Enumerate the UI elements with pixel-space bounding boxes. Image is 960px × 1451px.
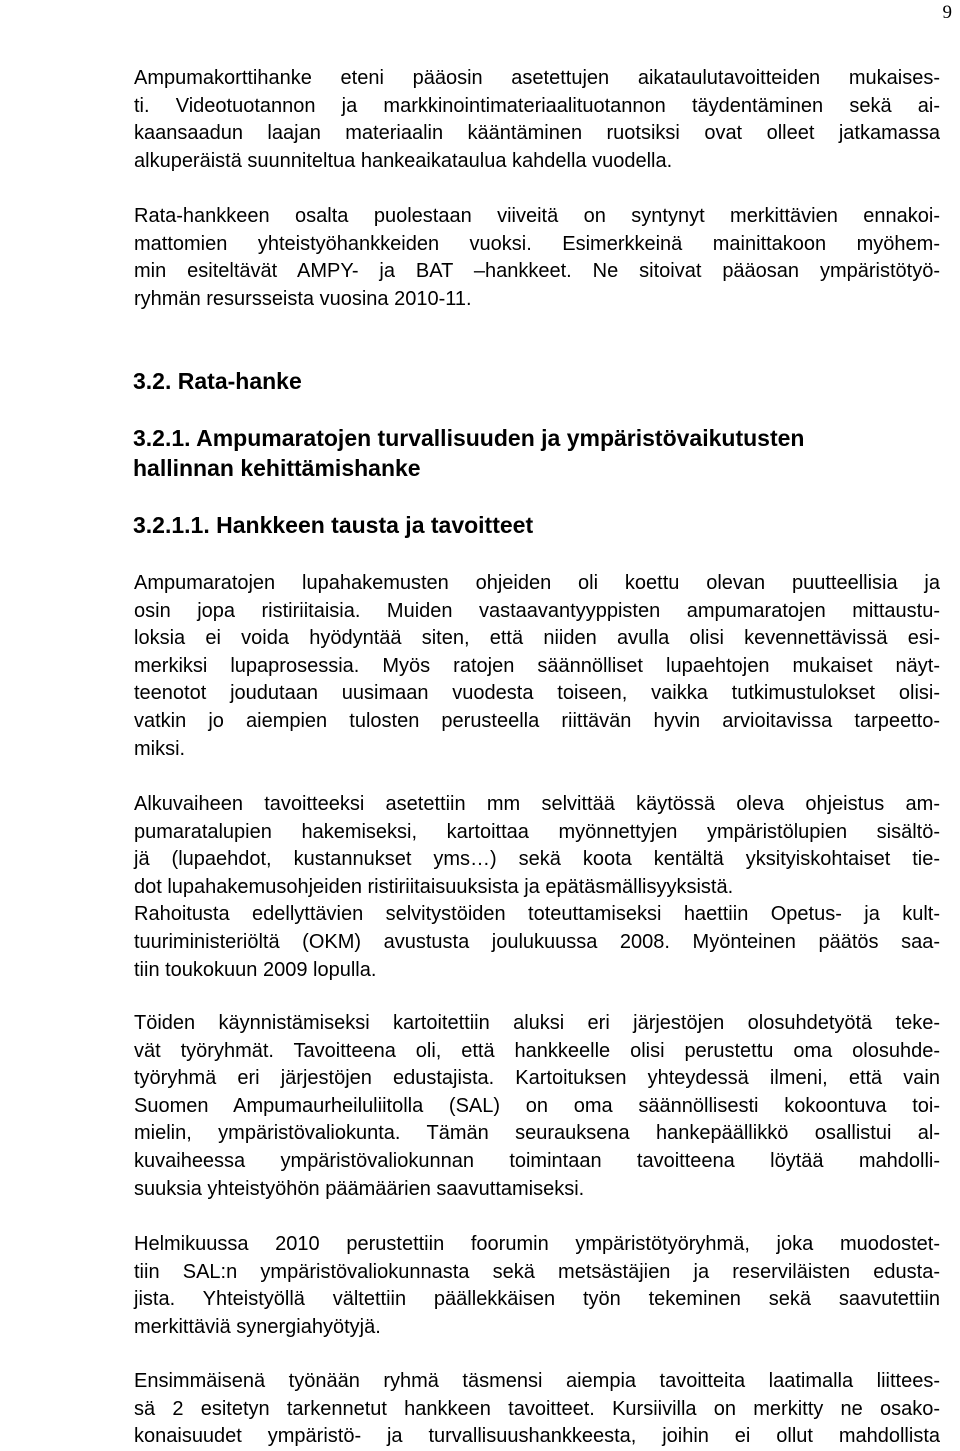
paragraph-ymparistotyoryhma bbox=[134, 1231, 940, 1341]
text-line: Helmikuussa 2010 perustettiin foorumin ympäristötyöryhmä, joka muodostet- bbox=[134, 1233, 940, 1255]
text-line: ti. Videotuotannon ja markkinointimateriaalituotannon täydentäminen sekä ai- bbox=[134, 94, 940, 117]
text-line: mattomien yhteistyöhankkeiden vuoksi. Esimerkkeinä mainittakoon myöhem- bbox=[134, 232, 940, 255]
heading-text: 3.2.1.1. Hankkeen tausta ja tavoitteet bbox=[133, 512, 534, 538]
text-line: Ampumakorttihanke eteni pääosin asetettujen aikataulutavoitteiden mukaises- bbox=[134, 67, 940, 89]
text-line: Rahoitusta edellyttävien selvitystöiden toteuttamiseksi haettiin Opetus- ja kult- bbox=[134, 903, 940, 926]
text-line: mielin, ympäristövaliokunta. Tämän seurauksena hankepäällikkö osallistui al- bbox=[134, 1122, 940, 1145]
text-line: osin jopa ristiriitaisia. Muiden vastaavantyyppisten ampumaratojen mittaustu- bbox=[134, 599, 940, 622]
text-line: Rata-hankkeen osalta puolestaan viiveitä on syntynyt merkittävien ennakoi- bbox=[134, 205, 940, 227]
text-line: jista. Yhteistyöllä vältettiin päällekkäisen työn tekeminen sekä saavutettiin bbox=[134, 1288, 940, 1311]
text-line: pumaratalupien hakemiseksi, kartoittaa myönnettyjen ympäristölupien sisältö- bbox=[134, 820, 940, 843]
text-line: tiin SAL:n ympäristövaliokunnasta sekä metsästäjien ja reserviläisten edusta- bbox=[134, 1260, 940, 1283]
paragraph-tyoryhmat bbox=[134, 1010, 940, 1203]
text-line: kaansaadun laajan materiaalin kääntäminen ruotsiksi ovat olleet jatkamassa bbox=[134, 122, 940, 145]
paragraph-lupahakemukset bbox=[134, 570, 940, 763]
section-heading-3-2-1-1 bbox=[133, 510, 533, 540]
section-heading-3-2 bbox=[133, 366, 302, 396]
page-number: 9 bbox=[942, 2, 952, 23]
section-heading-3-2-1 bbox=[133, 423, 804, 483]
paragraph-rata-viiveet bbox=[134, 203, 940, 313]
heading-text: hallinnan kehittämishanke bbox=[133, 455, 421, 481]
text-line: loksia ei voida hyödyntää siten, että niiden avulla olisi kevennettävissä esi- bbox=[134, 627, 940, 650]
text-line: konaisuudet ympäristö- ja turvallisuushankkeesta, joihin ei ollut mahdollista bbox=[134, 1425, 940, 1448]
text-line: ryhmän resursseista vuosina 2010-11. bbox=[134, 287, 472, 310]
text-line: merkiksi lupaprosessia. Myös ratojen säännölliset lupaehtojen mukaiset näyt- bbox=[134, 654, 940, 677]
text-line: kuvaiheessa ympäristövaliokunnan toimintaan tavoitteena löytää mahdolli- bbox=[134, 1149, 940, 1172]
text-line: min esiteltävät AMPY- ja BAT –hankkeet. Ne sitoivat pääosan ympäristötyö- bbox=[134, 260, 940, 283]
text-line: Alkuvaiheen tavoitteeksi asetettiin mm selvittää käytössä oleva ohjeistus am- bbox=[134, 793, 940, 815]
heading-text: 3.2.1. Ampumaratojen turvallisuuden ja ympäristövaikutusten bbox=[133, 425, 805, 451]
text-line: vät työryhmät. Tavoitteena oli, että hankkeelle olisi perustettu oma olosuhde- bbox=[134, 1039, 940, 1062]
text-line: Ampumaratojen lupahakemusten ohjeiden oli koettu olevan puutteellisia ja bbox=[134, 572, 940, 594]
text-line: työryhmä eri järjestöjen edustajista. Kartoituksen yhteydessä ilmeni, että vain bbox=[134, 1067, 940, 1090]
text-line: Ensimmäisenä työnään ryhmä täsmensi aiempia tavoitteita laatimalla liittees- bbox=[134, 1370, 940, 1392]
text-line: tiin toukokuun 2009 lopulla. bbox=[134, 958, 377, 981]
text-line: jä (lupaehdot, kustannukset yms…) sekä koota kentältä yksityiskohtaiset tie- bbox=[134, 848, 940, 871]
text-line: Töiden käynnistämiseksi kartoitettiin aluksi eri järjestöjen olosuhdetyötä teke- bbox=[134, 1012, 940, 1034]
text-line: Suomen Ampumaurheiluliitolla (SAL) on oma säännöllisesti kokoontuva toi- bbox=[134, 1094, 940, 1117]
text-line: sä 2 esitetyn tarkennetut hankkeen tavoitteet. Kursiivilla on merkitty ne osako- bbox=[134, 1397, 940, 1420]
text-line: miksi. bbox=[134, 737, 186, 760]
text-line: tuuriministeriöltä (OKM) avustusta joulukuussa 2008. Myönteinen päätös saa- bbox=[134, 930, 940, 953]
text-line: vatkin jo aiempien tulosten perusteella riittävän hyvin arvioitavissa tarpeetto- bbox=[134, 709, 940, 732]
heading-text: 3.2. Rata-hanke bbox=[133, 368, 302, 394]
paragraph-ampumakortti bbox=[134, 65, 940, 175]
paragraph-ensimmainen-tyo bbox=[134, 1368, 940, 1451]
text-line: alkuperäistä suunniteltua hankeaikataulua kahdella vuodella. bbox=[134, 149, 673, 172]
text-line: merkittäviä synergiahyötyjä. bbox=[134, 1315, 381, 1338]
text-line: dot lupahakemusohjeiden ristiriitaisuuksista ja epätäsmällisyyksistä. bbox=[134, 875, 734, 898]
text-line: teenotot joudutaan uusimaan vuodesta toiseen, vaikka tutkimustulokset olisi- bbox=[134, 682, 940, 705]
paragraph-alkuvaihe bbox=[134, 791, 940, 984]
text-line: suuksia yhteistyöhön päämäärien saavuttamiseksi. bbox=[134, 1177, 585, 1200]
